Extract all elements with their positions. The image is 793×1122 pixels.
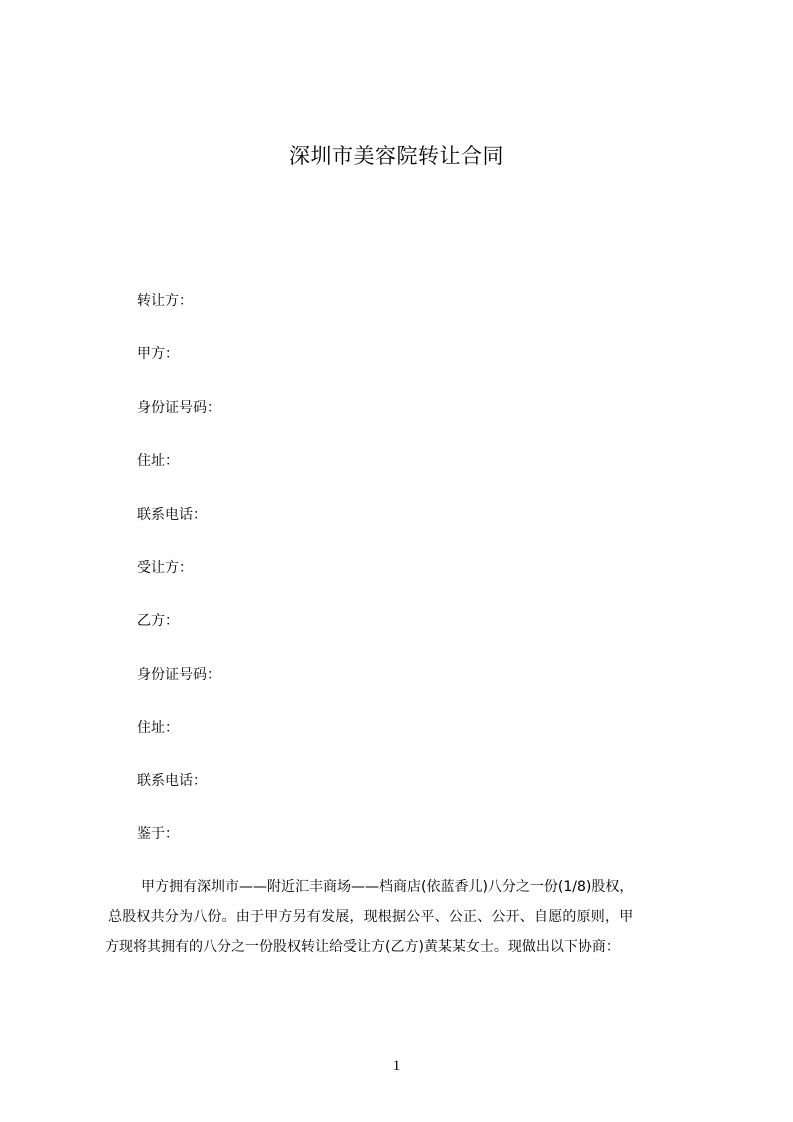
paragraph-line: 甲方拥有深圳市——附近汇丰商场——档商店(依蓝香儿)八分之一份(1/8)股权， [141, 879, 634, 895]
field-party-b-id-label: 身份证号码： [137, 667, 221, 683]
document-title: 深圳市美容院转让合同 [289, 144, 504, 168]
field-party-a-phone-label: 联系电话： [137, 507, 207, 523]
field-whereas-label: 鉴于： [137, 826, 179, 842]
field-party-b-address-label: 住址： [137, 720, 179, 736]
field-party-b-label: 乙方： [137, 613, 179, 629]
field-transferor-label: 转让方： [137, 293, 193, 309]
field-party-a-id-label: 身份证号码： [137, 400, 221, 416]
body-paragraph [105, 872, 695, 962]
field-party-a-address-label: 住址： [137, 453, 179, 469]
paragraph-line: 方现将其拥有的八分之一份股权转让给受让方(乙方)黄某某女士。现做出以下协商： [105, 939, 620, 955]
field-party-b-phone-label: 联系电话： [137, 773, 207, 789]
page-number: 1 [392, 1058, 401, 1074]
field-transferee-label: 受让方： [137, 560, 193, 576]
paragraph-line: 总股权共分为八份。由于甲方另有发展，现根据公平、公正、公开、自愿的原则，甲 [108, 909, 634, 925]
field-party-a-label: 甲方： [137, 346, 179, 362]
